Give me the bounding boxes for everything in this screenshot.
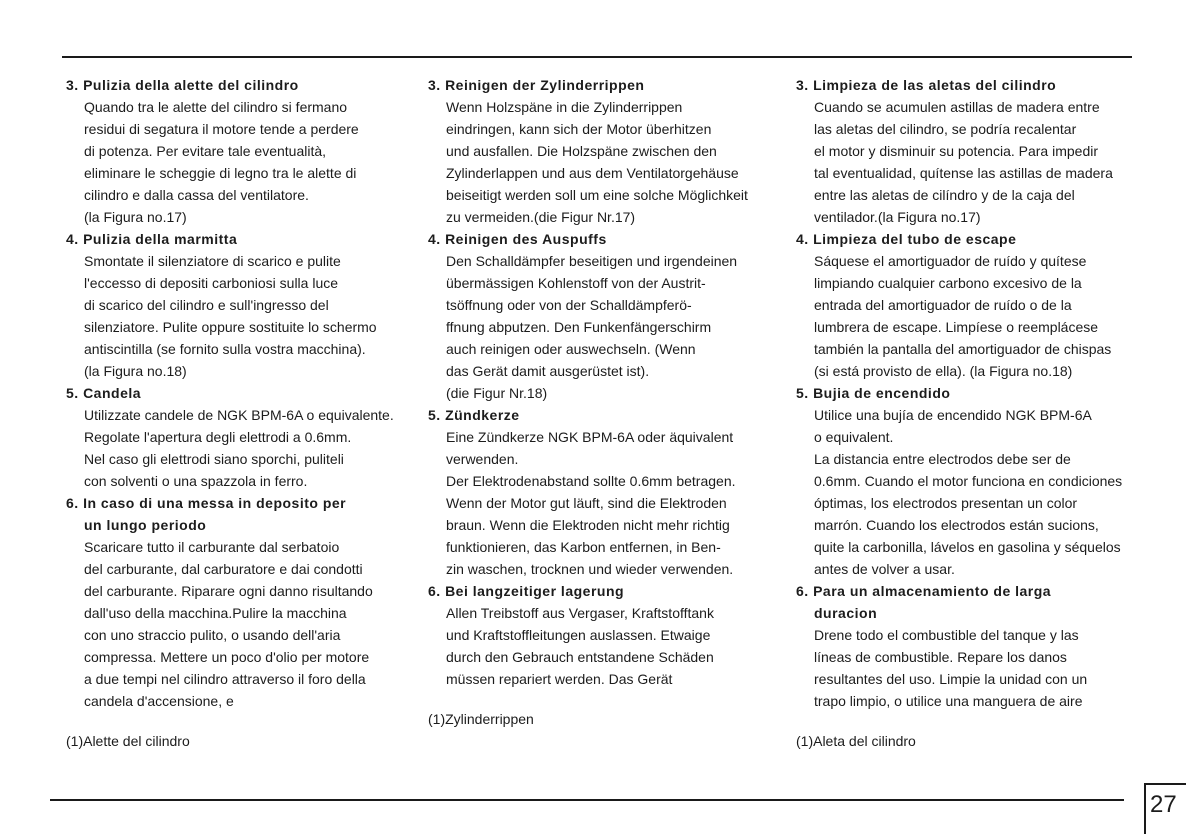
text-line: verwenden. (446, 451, 519, 467)
text-line: Scaricare tutto il carburante dal serbatoio (84, 539, 340, 555)
text-line: funktionieren, das Karbon entfernen, in Ben- (446, 539, 721, 555)
text-line: Allen Treibstoff aus Vergaser, Kraftstofftank (446, 605, 714, 621)
section-heading: 5. Candela (66, 385, 142, 401)
text-line: Utilice una bujía de encendido NGK BPM-6A (814, 407, 1092, 423)
text-line: durch den Gebrauch entstandene Schäden (446, 649, 714, 665)
text-line: lumbrera de escape. Limpíese o reemplácese (814, 319, 1099, 335)
text-line: Regolate l'apertura degli elettrodi a 0.6mm. (84, 429, 352, 445)
text-line: antiscintilla (se fornito sulla vostra macchina). (84, 341, 366, 357)
text-line: Nel caso gli elettrodi siano sporchi, puliteli (84, 451, 344, 467)
text-line: Quando tra le alette del cilindro si fermano (84, 99, 348, 115)
caption-german: (1)Zylinderrippen (428, 711, 534, 727)
text-line: 0.6mm. Cuando el motor funciona en condiciones (814, 473, 1123, 489)
text-line: las aletas del cilindro, se podría recalentar (814, 121, 1077, 137)
text-line: marrón. Cuando los electrodos están sucions, (814, 517, 1099, 533)
text-line: tsöffnung oder von der Schalldämpferö- (446, 297, 692, 313)
column-italian (66, 74, 406, 712)
section-heading: 5. Bujia de encendido (796, 385, 951, 401)
text-line: también la pantalla del amortiguador de chispas (814, 341, 1112, 357)
text-line: braun. Wenn die Elektroden nicht mehr richtig (446, 517, 730, 533)
section-heading: un lungo periodo (84, 517, 207, 533)
text-line: Den Schalldämpfer beseitigen und irgendeinen (446, 253, 738, 269)
text-line: del carburante. Riparare ogni danno risultando (84, 583, 373, 599)
caption-italian: (1)Alette del cilindro (66, 733, 190, 749)
text-line: auch reinigen oder auswechseln. (Wenn (446, 341, 696, 357)
text-line: resultantes del uso. Limpie la unidad con un (814, 671, 1088, 687)
text-line: entre las aletas de cilíndro y de la caja del (814, 187, 1075, 203)
page-number: 27 (1150, 791, 1177, 818)
text-line: (la Figura no.18) (84, 363, 187, 379)
text-line: di potenza. Per evitare tale eventualità, (84, 143, 327, 159)
text-line: Smontate il silenziatore di scarico e pulite (84, 253, 341, 269)
section-heading: 4. Pulizia della marmitta (66, 231, 238, 247)
text-line: (si está provisto de ella). (la Figura no.18) (814, 363, 1073, 379)
text-line: con uno straccio pulito, o usando dell'aria (84, 627, 341, 643)
text-line: Wenn Holzspäne in die Zylinderrippen (446, 99, 683, 115)
top-rule (62, 56, 1132, 58)
text-line: líneas de combustible. Repare los danos (814, 649, 1067, 665)
bottom-rule (50, 799, 1124, 801)
text-line: Drene todo el combustible del tanque y las (814, 627, 1079, 643)
text-line: Utilizzate candele de NGK BPM-6A o equivalente. (84, 407, 394, 423)
text-line: das Gerät damit ausgerüstet ist). (446, 363, 650, 379)
section-heading: duracion (814, 605, 878, 621)
text-line: l'eccesso di depositi carboniosi sulla luce (84, 275, 339, 291)
text-line: und ausfallen. Die Holzspäne zwischen den (446, 143, 717, 159)
section-heading: 6. In caso di una messa in deposito per (66, 495, 347, 511)
text-line: (la Figura no.17) (84, 209, 187, 225)
section-heading: 3. Reinigen der Zylinderrippen (428, 77, 645, 93)
section-heading: 3. Pulizia della alette del cilindro (66, 77, 299, 93)
text-line: Sáquese el amortiguador de ruído y quítese (814, 253, 1087, 269)
text-line: Cuando se acumulen astillas de madera entre (814, 99, 1100, 115)
section-heading: 6. Bei langzeitiger lagerung (428, 583, 625, 599)
column-spanish (796, 74, 1136, 712)
text-line: müssen repariert werden. Das Gerät (446, 671, 673, 687)
text-line: übermässigen Kohlenstoff von der Austrit- (446, 275, 706, 291)
text-line: quite la carbonilla, lávelos en gasolina y séquelos (814, 539, 1121, 555)
text-line: Eine Zündkerze NGK BPM-6A oder äquivalent (446, 429, 734, 445)
text-line: trapo limpio, o utilice una manguera de aire (814, 693, 1083, 709)
text-line: ffnung abputzen. Den Funkenfängerschirm (446, 319, 712, 335)
text-line: di scarico del cilindro e sull'ingresso del (84, 297, 329, 313)
text-line: del carburante, dal carburatore e dai condotti (84, 561, 363, 577)
text-line: ventilador.(la Figura no.17) (814, 209, 981, 225)
text-line: óptimas, los electrodos presentan un color (814, 495, 1078, 511)
text-line: o equivalent. (814, 429, 894, 445)
text-line: tal eventualidad, quítense las astillas de madera (814, 165, 1113, 181)
section-heading: 6. Para un almacenamiento de larga (796, 583, 1052, 599)
caption-spanish: (1)Aleta del cilindro (796, 733, 916, 749)
text-line: beiseitigt werden soll um eine solche Möglichkeit (446, 187, 748, 203)
text-line: limpiando cualquier carbono excesivo de la (814, 275, 1082, 291)
text-line: con solventi o una spazzola in ferro. (84, 473, 308, 489)
text-line: residui di segatura il motore tende a perdere (84, 121, 359, 137)
text-line: compressa. Mettere un poco d'olio per motore (84, 649, 370, 665)
text-line: zu vermeiden.(die Figur Nr.17) (446, 209, 636, 225)
text-line: a due tempi nel cilindro attraverso il foro della (84, 671, 366, 687)
text-line: cilindro e dalla cassa del ventilatore. (84, 187, 309, 203)
section-heading: 3. Limpieza de las aletas del cilindro (796, 77, 1057, 93)
text-line: Wenn der Motor gut läuft, sind die Elektroden (446, 495, 727, 511)
text-line: zin waschen, trocknen und wieder verwenden. (446, 561, 734, 577)
text-line: candela d'accensione, e (84, 693, 234, 709)
text-line: (die Figur Nr.18) (446, 385, 548, 401)
text-line: und Kraftstoffleitungen auslassen. Etwaige (446, 627, 711, 643)
column-german (428, 74, 768, 690)
section-heading: 4. Reinigen des Auspuffs (428, 231, 607, 247)
text-line: Der Elektrodenabstand sollte 0.6mm betragen. (446, 473, 736, 489)
text-line: eliminare le scheggie di legno tra le alette di (84, 165, 357, 181)
section-heading: 4. Limpieza del tubo de escape (796, 231, 1017, 247)
text-line: Zylinderlappen und aus dem Ventilatorgehäuse (446, 165, 739, 181)
section-heading: 5. Zündkerze (428, 407, 520, 423)
text-line: antes de volver a usar. (814, 561, 955, 577)
text-line: silenziatore. Pulite oppure sostituite lo schermo (84, 319, 377, 335)
text-line: dall'uso della macchina.Pulire la macchina (84, 605, 347, 621)
text-line: eindringen, kann sich der Motor überhitzen (446, 121, 712, 137)
text-line: La distancia entre electrodos debe ser de (814, 451, 1071, 467)
text-line: el motor y disminuir su potencia. Para impedir (814, 143, 1099, 159)
text-line: entrada del amortiguador de ruído o de la (814, 297, 1072, 313)
